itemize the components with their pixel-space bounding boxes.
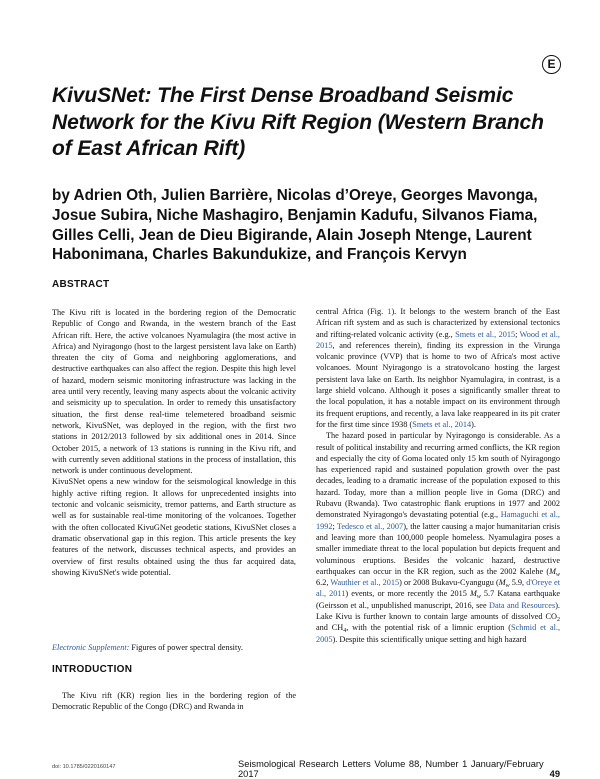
electronic-supplement-link[interactable]: Electronic Supplement: <box>52 643 130 652</box>
ref-wood-2015[interactable]: Wood et al., 2015 <box>316 329 560 350</box>
page-number: 49 <box>549 769 560 779</box>
article-title: KivuSNet: The First Dense Broadband Seismic Network for the Kivu Rift Region (Western Branch of East African Rift) <box>52 84 544 160</box>
subscript: 4 <box>343 628 347 635</box>
text-run: , and references therein), finding its expression in the Virunga volcanic province (VVP) that is home to two of Africa's most active volcanoes. Mount Nyiragongo is a stratovolcano hosting the largest persistent lava lake on Earth. Its neighbor Nyamulagira, in contrast, is a large shield volcano. Although it poses a significantly smaller threat to the local population, it has a notable impact on its environment through its frequent eruptions, and recently, a lava lake reappeared in its pit crater for the first time since 1938 ( <box>316 340 560 429</box>
abstract-paragraph-2: KivuSNet opens a new window for the seismological knowledge in this highly active rifting region. It allows for unprecedented insights into tectonic and volcanic seismicity, tremor patterns, and Earth structure as well as for sustainable real-time monitoring of the volcanoes. Together with the often collocated KivuGNet geodetic stations, KivuSNet closes a dramatic observational gap in this region. This article presents the key features of the network, discusses technical aspects, and provides an overview of first results obtained using the thus far acquired data, showing KivuSNet's wide potential. <box>52 477 296 577</box>
ref-tedesco-2007[interactable]: Tedesco et al., 2007 <box>336 521 404 531</box>
electronic-supplement-badge: E <box>542 55 561 74</box>
text-run: 6.2, <box>316 578 331 588</box>
text-run: ) events, or more recently the 2015 <box>345 589 470 599</box>
right-paragraph-2 <box>316 430 560 645</box>
text-run: ) or 2008 Bukavu-Cyangugu ( <box>399 578 499 588</box>
abstract-paragraph-1: The Kivu rift is located in the bordering region of the Democratic Republic of Congo and Rwanda, in the western branch of the East African rift. Here, the active volcanoes Nyamulagira (the most active in Africa) and Nyiragongo (host to the largest persistent lava lake on Earth) threaten the city of Goma and neighboring agglomerations, and destructive earthquakes can also affect the region. Despite this high level of hazard, modern seismic monitoring infrastructure was lacking in the area until very recently, leaving many aspects about the volcanic activity and seismicity up to speculation. In order to remedy this unsatisfactory situation, the first dense real-time telemetered broadband seismic network, KivuSNet, was deployed in the region, with the first two stations in 2012/2013 followed by six additional ones in 2014. Since October 2015, a network of 13 stations is running in the Kivu rift, and with currently seven additional stations in the process of installation, this network is under continuous development. <box>52 308 296 476</box>
abstract-heading: ABSTRACT <box>52 279 110 290</box>
right-paragraph-1 <box>316 306 560 430</box>
text-run: M <box>469 589 477 599</box>
text-run: ; <box>332 521 337 531</box>
abstract-body <box>52 307 296 578</box>
text-run: and CH <box>316 623 344 633</box>
subscript: w <box>555 571 560 578</box>
right-column-body <box>316 306 560 645</box>
text-run: ). Lake Kivu is further known to contain large amounts of dissolved CO <box>316 600 560 622</box>
subscript: w <box>476 594 481 601</box>
ref-schmid-2005[interactable]: Schmid et al., 2005 <box>316 623 561 644</box>
introduction-paragraph-1: The Kivu rift (KR) region lies in the bordering region of the Democratic Republic of the Congo (DRC) and Rwanda in <box>52 691 296 712</box>
text-run: ; <box>515 329 520 339</box>
text-run: central Africa (Fig. <box>316 307 388 316</box>
introduction-heading: INTRODUCTION <box>52 664 133 675</box>
page-footer <box>238 759 560 779</box>
data-and-resources-link[interactable]: Data and Resources <box>489 600 556 610</box>
ref-doreye-2011[interactable]: d'Oreye et al., 2011 <box>316 578 560 599</box>
text-run: 5.7 Katana earthquake (Geirsson et al., unpublished manuscript, 2016, see <box>316 589 560 610</box>
moment-magnitude-symbol <box>498 578 510 590</box>
moment-magnitude-symbol <box>469 589 481 601</box>
introduction-body <box>52 690 296 713</box>
text-run: 5.9, <box>509 578 527 588</box>
ref-smets-2015[interactable]: Smets et al., 2015 <box>455 329 516 339</box>
journal-citation: Seismological Research Letters Volume 88, Number 1 January/February 2017 <box>238 759 544 779</box>
text-run: ). It belongs to the western branch of the East African rift system and as such is characterized by extensional tectonics and rifting-related volcanic activity (e.g., <box>316 307 560 339</box>
ref-hamaguchi-1992[interactable]: Hamaguchi et al., 1992 <box>316 510 560 531</box>
subscript: 2 <box>557 617 560 624</box>
figure-1-link[interactable]: 1 <box>387 307 392 316</box>
text-run: ). <box>471 419 476 429</box>
moment-magnitude-symbol <box>549 567 560 576</box>
ref-wauthier-2015[interactable]: Wauthier et al., 2015 <box>330 578 400 588</box>
doi-label: doi: 10.1785/0220160147 <box>52 764 116 770</box>
text-run: , with the potential risk of a limnic eruption ( <box>346 623 512 633</box>
electronic-supplement-text: Figures of power spectral density. <box>131 643 243 652</box>
electronic-supplement-note <box>52 642 296 653</box>
author-list: by Adrien Oth, Julien Barrière, Nicolas d’Oreye, Georges Mavonga, Josue Subira, Niche Mashagiro, Benjamin Kadufu, Silvanos Fiama, Gilles Celli, Jean de Dieu Bigirande, Alain Joseph Ntenge, Laurent Habonimana, Charles Bakundukize, and François Kervyn <box>52 187 538 264</box>
ref-smets-2014[interactable]: Smets et al., 2014 <box>412 419 472 429</box>
text-run: ), the latter causing a major humanitarian crisis and leaving more than 100,000 people homeless. Nyamulagira poses a smaller immediate threat to the local population but depicts frequent and voluminous eruptions. Besides the volcanic hazard, destructive earthquakes can occur in the KR region, such as the 2002 Kalehe ( <box>316 521 560 576</box>
text-run: M <box>498 578 506 588</box>
text-run: The hazard posed in particular by Nyiragongo is considerable. As a result of political instability and recurring armed conflicts, the KR region and especially the city of Goma located only 15 km south of Nyiragongo has experienced rapid and sustained population growth over the past decades, leading to a dramatic increase of the population exposed to this hazard. Today, more than a million people live in Goma (DRC) and Rubavu (Rwanda). Two catastrophic flank eruptions in 1977 and 2002 demonstrated Nyiragongo's devastating potential (e.g., <box>316 431 560 520</box>
text-run: ). Despite this scientifically unique setting and high hazard <box>332 634 527 644</box>
text-run: M <box>549 566 556 576</box>
subscript: w <box>505 583 510 590</box>
